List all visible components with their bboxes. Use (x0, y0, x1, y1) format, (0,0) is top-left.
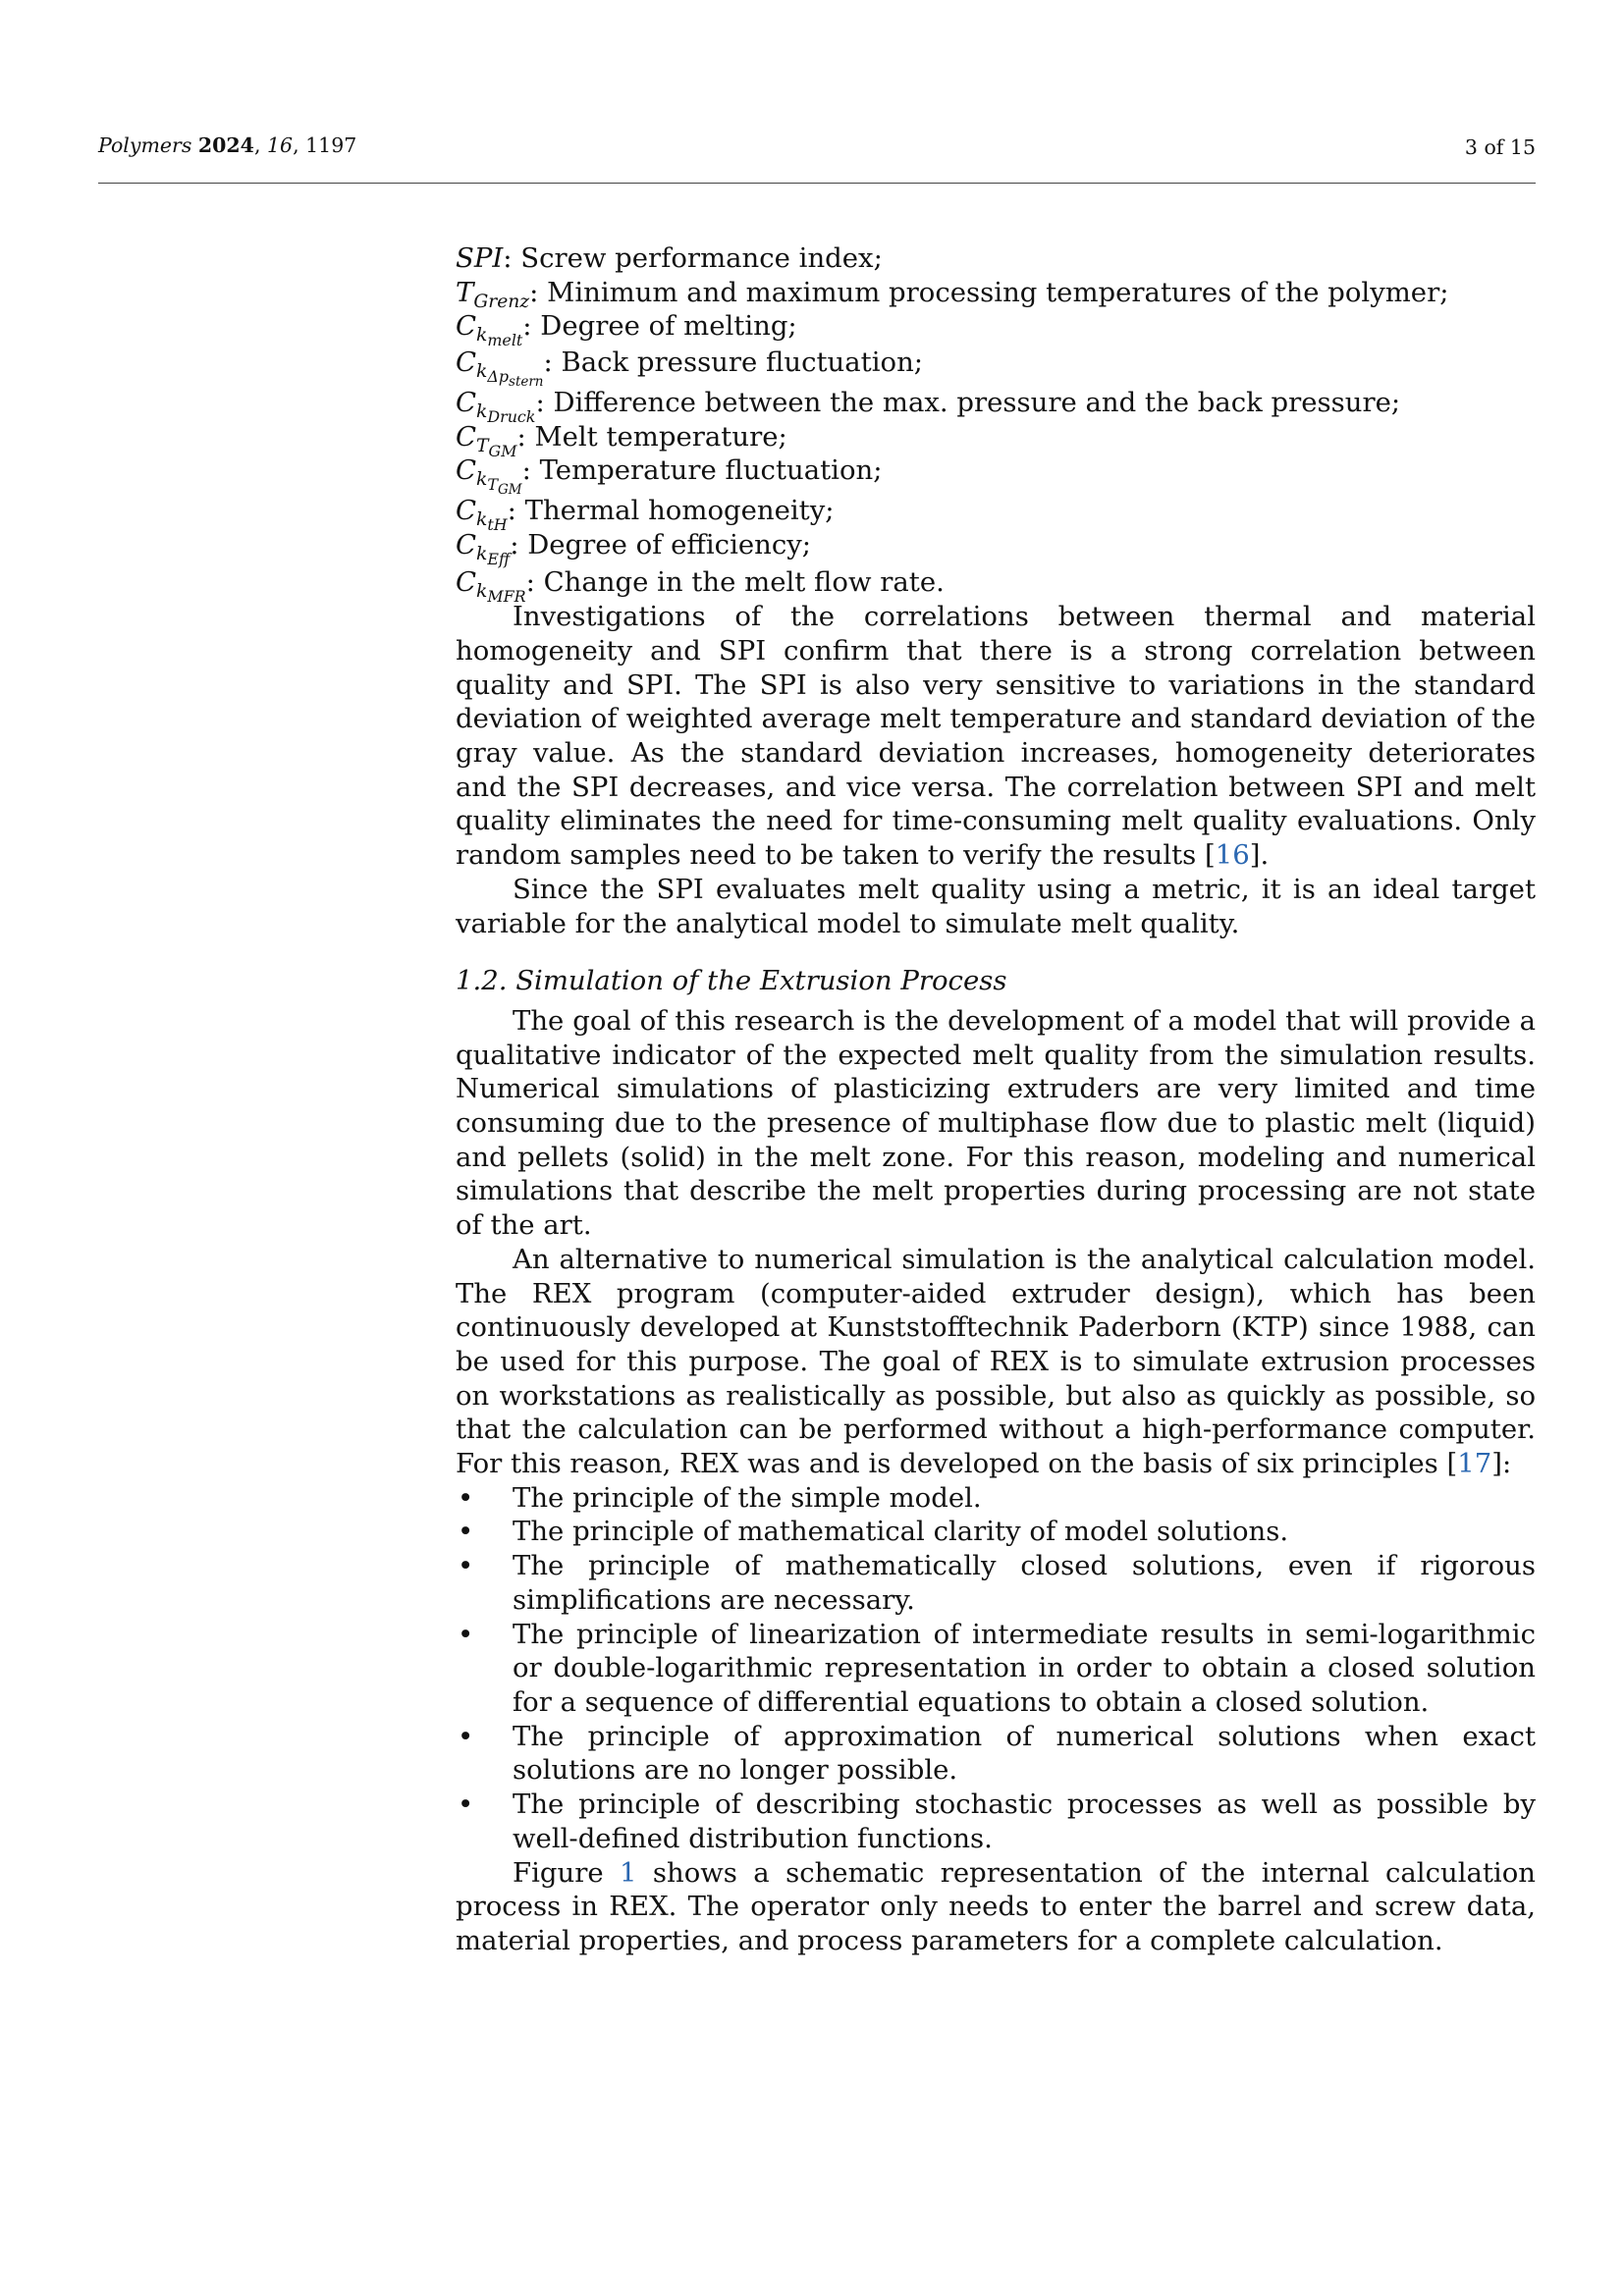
definition-text: : Back pressure fluctuation; (543, 347, 924, 379)
symbol: C (456, 495, 477, 527)
list-item (456, 1720, 1536, 1788)
paragraph-correlations (456, 600, 1536, 873)
bullet-icon: • (458, 1481, 474, 1514)
list-item-text: The principle of describing stochastic processes as well as possible by well-defined distribution functions. (513, 1789, 1536, 1854)
definition-item (456, 386, 1536, 426)
definition-item (456, 528, 1536, 568)
symbol: C (456, 386, 477, 418)
symbol: T (456, 276, 474, 308)
paragraph-text-start: Figure (513, 1856, 620, 1889)
list-item-text: The principle of mathematical clarity of model solutions. (513, 1516, 1289, 1548)
symbol-subsubscript: GM (488, 441, 517, 460)
symbol-subscript: k (476, 543, 488, 564)
paragraph-spi-target: Since the SPI evaluates melt quality using a metric, it is an ideal target variable for the analytical model to simulate melt quality. (456, 873, 1536, 939)
definition-text: : Thermal homogeneity; (507, 495, 835, 527)
definition-item (456, 420, 1536, 460)
symbol: C (456, 566, 477, 599)
page-header (98, 133, 1536, 184)
article-number: 1197 (305, 133, 357, 157)
bullet-icon: • (458, 1550, 474, 1582)
definition-text: : Melt temperature; (516, 420, 787, 453)
citation-link[interactable]: 16 (1215, 839, 1250, 872)
definitions-list (456, 241, 1536, 607)
symbol-subsubsubscript: stern (509, 373, 544, 390)
bullet-icon: • (458, 1720, 474, 1752)
list-item (456, 1549, 1536, 1617)
list-item (456, 1788, 1536, 1855)
paragraph-goal: The goal of this research is the development of a model that will provide a qualitative indicator of the expected melt quality from the simulation results. Numerical simulations of plasticizing extruders are very limited and time consuming due to the presence of multiphase flow due to plastic melt (liquid) and pellets (solid) in the melt zone. For this reason, modeling and numerical simulations that describe the melt properties during processing are not state of the art. (456, 1004, 1536, 1242)
bullet-icon: • (458, 1618, 474, 1650)
symbol-subscript: k (476, 469, 488, 491)
definition-item (456, 346, 1536, 390)
definition-item (456, 276, 1536, 310)
definition-text: : Change in the melt flow rate. (525, 566, 945, 599)
definition-item (456, 454, 1536, 499)
symbol-subsubscript: T (487, 475, 498, 495)
bullet-icon: • (458, 1516, 474, 1548)
journal-volume: 16 (266, 133, 294, 157)
symbol: C (456, 528, 477, 561)
principles-list (456, 1481, 1536, 1856)
symbol-subsubscript: MFR (487, 587, 526, 607)
section-title: 1.2. Simulation of the Extrusion Process (456, 965, 1007, 997)
symbol-subscript: k (476, 509, 488, 531)
list-item (456, 1515, 1536, 1549)
symbol: C (456, 454, 477, 487)
list-item-text: The principle of mathematically closed solutions, even if rigorous simplifications are necessary. (513, 1550, 1536, 1616)
figure-link[interactable]: 1 (620, 1856, 637, 1889)
paragraph-text-end: ]. (1249, 839, 1270, 872)
definition-text: : Degree of efficiency; (510, 528, 812, 561)
journal-citation: Polymers 2024, 16, 1197 (98, 133, 357, 157)
paragraph-text: An alternative to numerical simulation is the analytical calculation model. The REX program (computer-aided extruder design), which has been continuously developed at Kunststofftechnik Paderborn (KTP) since 1988, can be used for this purpose. The goal of REX is to simulate extrusion processes on workstations as realistically as possible, but also as quickly as possible, so that the calculation can be performed without a high-performance computer. For this reason, REX was and is developed on the basis of six principles [ (456, 1243, 1536, 1480)
definition-text: : Temperature fluctuation; (521, 454, 883, 487)
symbol: C (456, 420, 477, 453)
symbol-subscript: k (476, 361, 488, 383)
main-content (456, 241, 1536, 1958)
paragraph-figure (456, 1856, 1536, 1958)
symbol-subsubscript: Eff (487, 549, 511, 568)
definition-item (456, 309, 1536, 350)
symbol-subsubscript: melt (487, 331, 523, 350)
paragraph-text-end: ]: (1491, 1448, 1512, 1480)
definition-item (456, 494, 1536, 534)
symbol: SPI (456, 242, 504, 274)
journal-year: 2024 (197, 133, 254, 157)
symbol: C (456, 347, 477, 379)
definition-item (456, 241, 1536, 276)
symbol-subsubscript: tH (487, 514, 508, 534)
paragraph-rex (456, 1243, 1536, 1481)
list-item (456, 1618, 1536, 1720)
symbol-subsubscript: Druck (487, 406, 536, 426)
citation-link[interactable]: 17 (1457, 1448, 1492, 1480)
list-item-text: The principle of linearization of intermediate results in semi-logarithmic or double-logarithmic representation in order to obtain a closed solution for a sequence of differential equations to obtain a closed solution. (513, 1618, 1536, 1718)
symbol-subscript: k (476, 581, 488, 603)
symbol: C (456, 310, 477, 343)
definition-text: : Minimum and maximum processing temperatures of the polymer; (529, 276, 1449, 308)
list-item-text: The principle of approximation of numerical solutions when exact solutions are no longer possible. (513, 1720, 1536, 1787)
paragraph-text: shows a schematic representation of the internal calculation process in REX. The operator only needs to enter the barrel and screw data, material properties, and process parameters for a complete calculation. (456, 1856, 1536, 1956)
symbol-subscript: Grenz (473, 291, 530, 312)
paragraph-text: Investigations of the correlations between thermal and material homogeneity and SPI confirm that there is a strong correlation between quality and SPI. The SPI is also very sensitive to variations in the standard deviation of weighted average melt temperature and standard deviation of the gray value. As the standard deviation increases, homogeneity deteriorates and the SPI decreases, and vice versa. The correlation between SPI and melt quality eliminates the need for time-consuming melt quality evaluations. Only random samples need to be taken to verify the results [ (456, 601, 1536, 872)
definition-text: : Degree of melting; (522, 310, 797, 343)
journal-name: Polymers (98, 133, 192, 157)
symbol-subscript: k (476, 325, 488, 347)
symbol-subsubsubscript: GM (497, 482, 522, 499)
definition-text: : Difference between the max. pressure and the back pressure; (535, 386, 1401, 418)
symbol-subsubscript: Δp (487, 366, 510, 386)
bullet-icon: • (458, 1789, 474, 1821)
definition-item (456, 565, 1536, 607)
definition-text: : Screw performance index; (503, 242, 883, 274)
symbol-subscript: k (476, 400, 488, 422)
list-item-text: The principle of the simple model. (513, 1481, 982, 1514)
symbol-subscript: T (476, 435, 489, 456)
page-number: 3 of 15 (1464, 135, 1536, 159)
list-item (456, 1481, 1536, 1516)
